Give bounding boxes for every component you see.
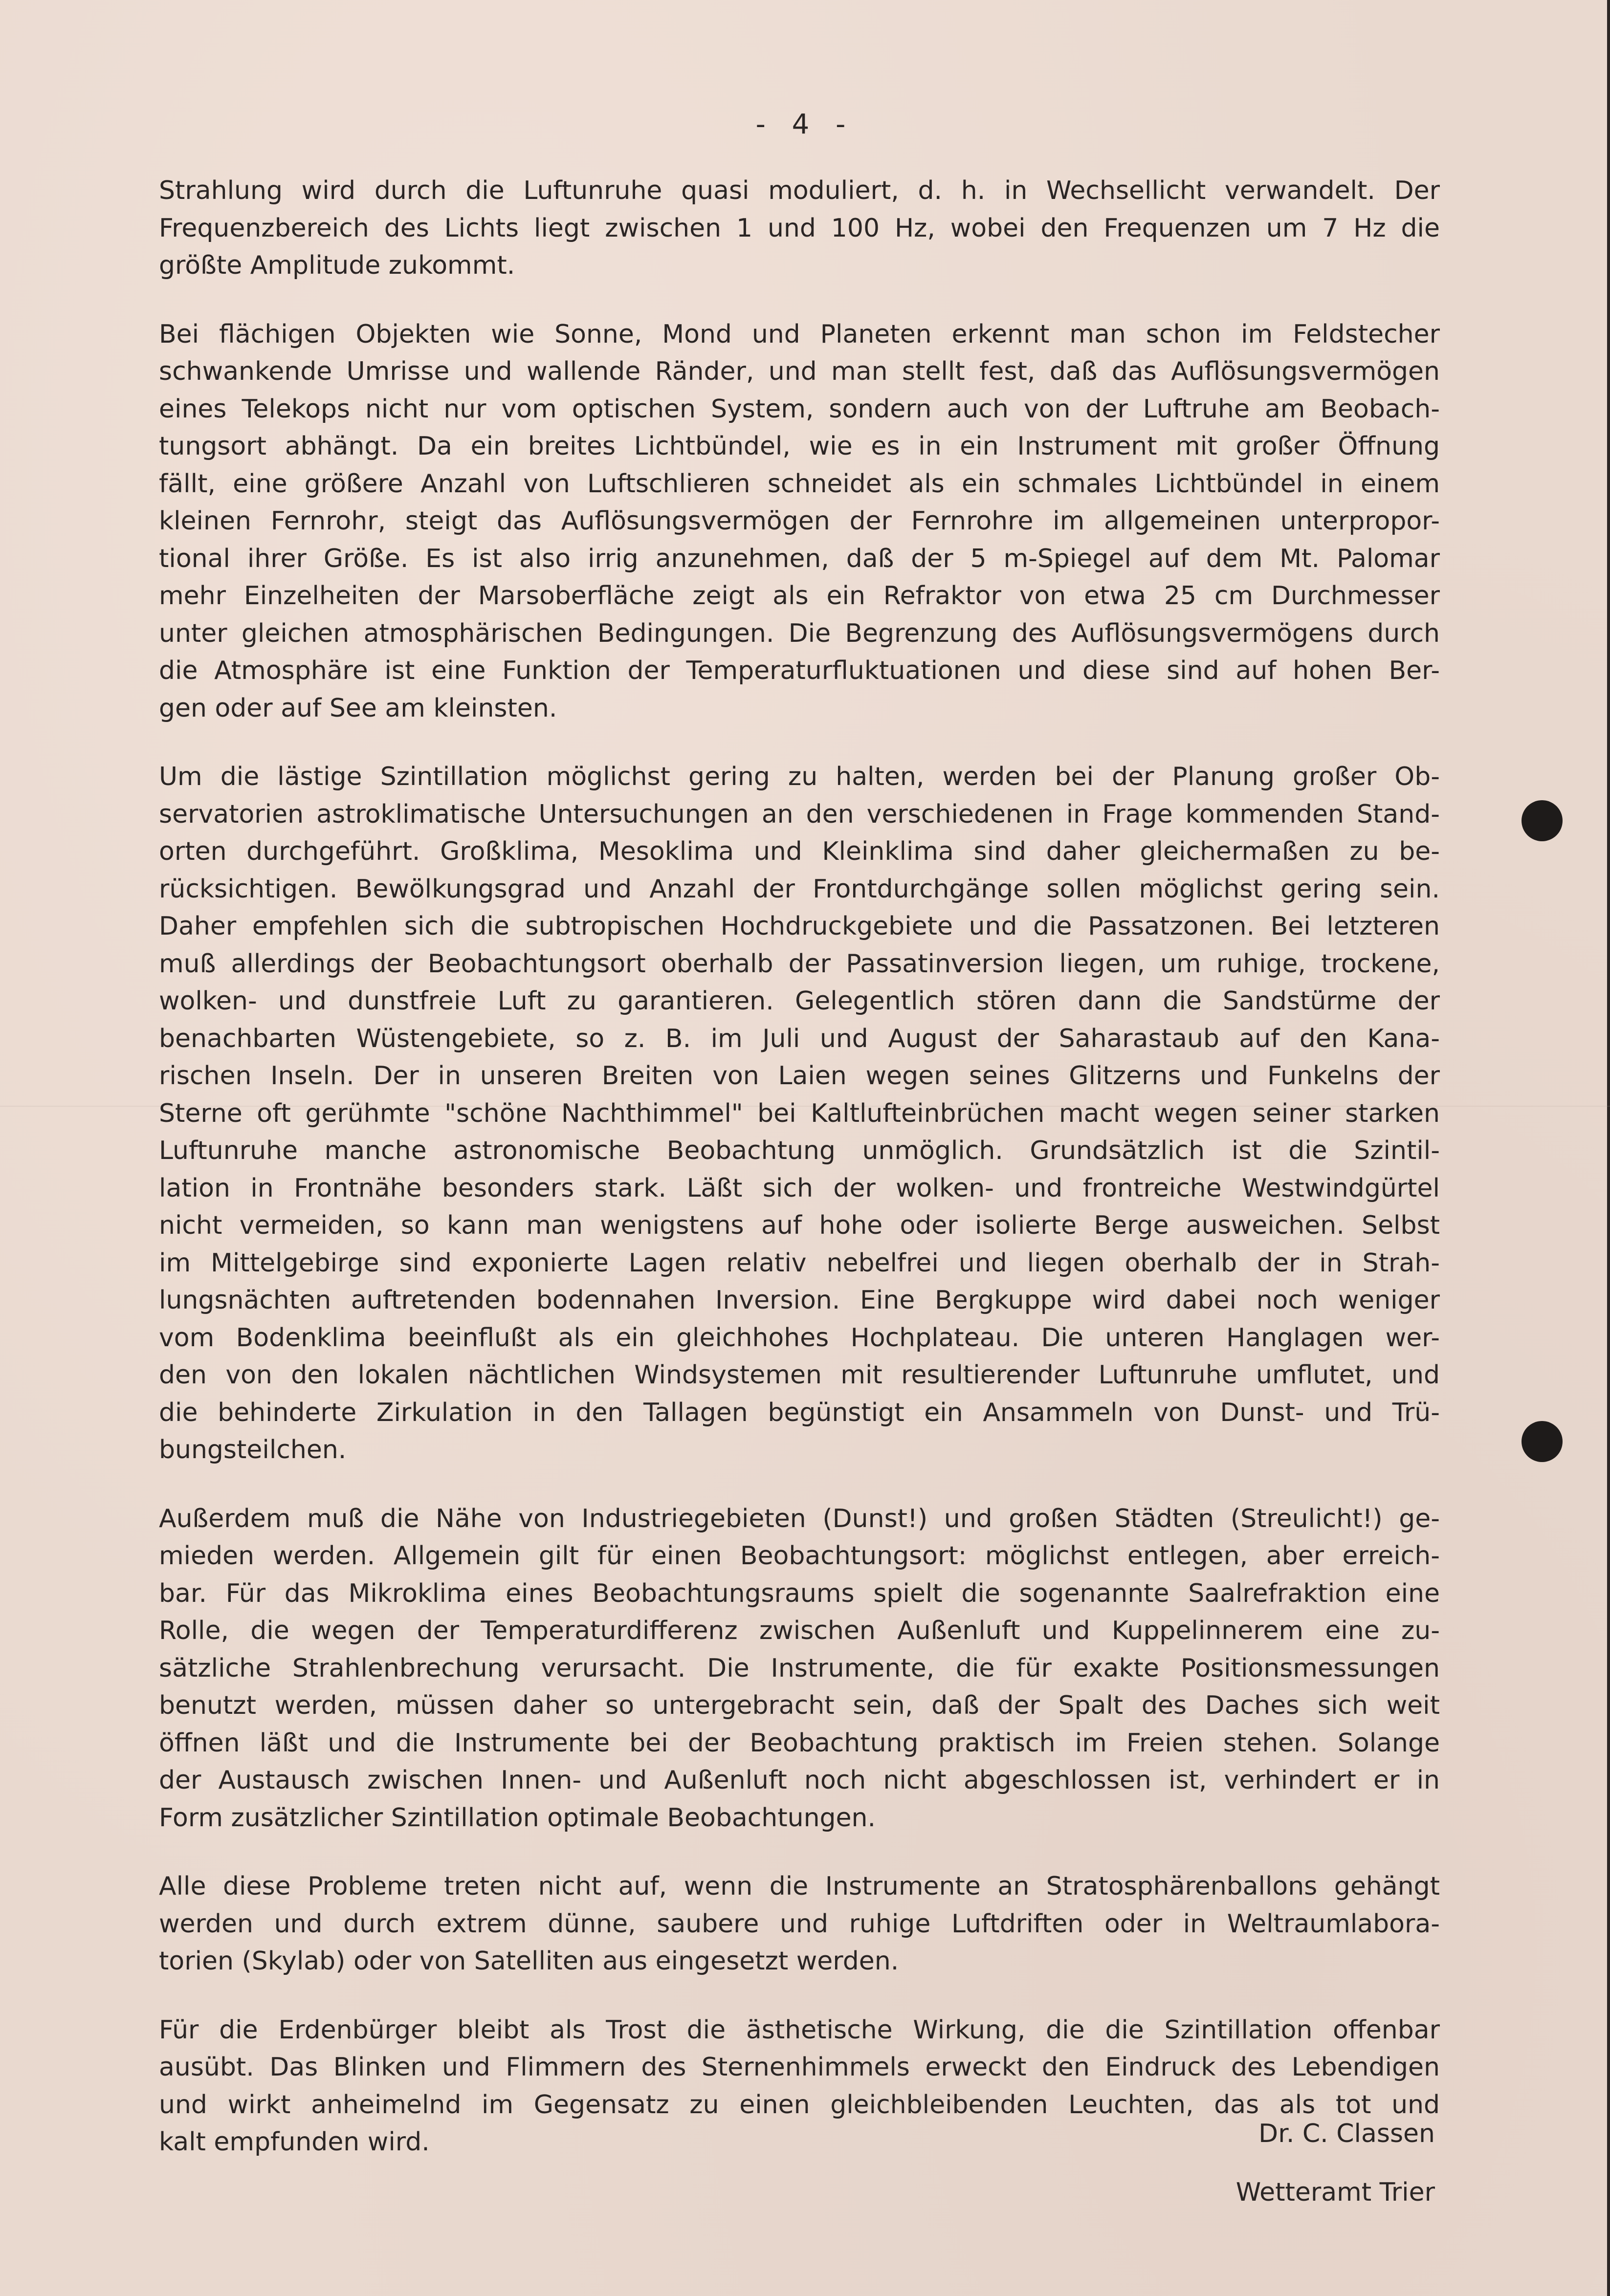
text-line: Außerdem muß die Nähe von Industriegebieten (Dunst!) und großen Städten (Streulicht!) ge- <box>159 1504 1440 1533</box>
text-line: größte Amplitude zukommt. <box>159 251 515 280</box>
text-line: muß allerdings der Beobachtungsort oberhalb der Passatinversion liegen, um ruhige, trockene, <box>159 949 1440 979</box>
text-line: Rolle, die wegen der Temperaturdifferenz zwischen Außenluft und Kuppelinnerem eine zu- <box>159 1616 1440 1645</box>
text-line: Frequenzbereich des Lichts liegt zwischen 1 und 100 Hz, wobei den Frequenzen um 7 Hz die <box>159 213 1440 243</box>
paragraph <box>159 1500 1440 1837</box>
text-line: schwankende Umrisse und wallende Ränder, und man stellt fest, daß das Auflösungsvermögen <box>159 357 1440 386</box>
text-line: Luftunruhe manche astronomische Beobachtung unmöglich. Grundsätzlich ist die Szintil- <box>159 1136 1440 1165</box>
text-line: und wirkt anheimelnd im Gegensatz zu einen gleichbleibenden Leuchten, das als tot und <box>159 2090 1440 2120</box>
signature-office: Wetteramt Trier <box>1235 2178 1435 2207</box>
text-line: mehr Einzelheiten der Marsoberfläche zeigt als ein Refraktor von etwa 25 cm Durchmesser <box>159 581 1440 611</box>
paragraph <box>159 2012 1440 2161</box>
text-line: benutzt werden, müssen daher so untergebracht sein, daß der Spalt des Daches sich weit <box>159 1691 1440 1720</box>
text-line: kleinen Fernrohr, steigt das Auflösungsvermögen der Fernrohre im allgemeinen unterpropor- <box>159 506 1440 536</box>
text-line: eines Telekops nicht nur vom optischen System, sondern auch von der Luftruhe am Beobach- <box>159 394 1440 424</box>
text-line: mieden werden. Allgemein gilt für einen Beobachtungsort: möglichst entlegen, aber erreich- <box>159 1541 1440 1571</box>
paragraph <box>159 316 1440 727</box>
text-line: bar. Für das Mikroklima eines Beobachtungsraums spielt die sogenannte Saalrefraktion eine <box>159 1578 1440 1608</box>
text-line: der Austausch zwischen Innen- und Außenluft noch nicht abgeschlossen ist, verhindert er in <box>159 1766 1440 1795</box>
text-line: rücksichtigen. Bewölkungsgrad und Anzahl der Frontdurchgänge sollen möglichst gering sein. <box>159 874 1440 904</box>
text-line: Form zusätzlicher Szintillation optimale Beobachtungen. <box>159 1803 876 1833</box>
text-line: Bei flächigen Objekten wie Sonne, Mond und Planeten erkennt man schon im Feldstecher <box>159 319 1440 349</box>
text-line: Alle diese Probleme treten nicht auf, wenn die Instrumente an Stratosphärenballons gehängt <box>159 1872 1440 1901</box>
text-line: lungsnächten auftretenden bodennahen Inversion. Eine Bergkuppe wird dabei noch weniger <box>159 1286 1440 1315</box>
text-line: unter gleichen atmosphärischen Bedingungen. Die Begrenzung des Auflösungsvermögens durch <box>159 618 1440 648</box>
text-line: Um die lästige Szintillation möglichst gering zu halten, werden bei der Planung großer Ob- <box>159 762 1440 791</box>
text-line: bungsteilchen. <box>159 1435 347 1465</box>
text-line: orten durchgeführt. Großklima, Mesoklima und Kleinklima sind daher gleichermaßen zu be- <box>159 837 1440 866</box>
text-line: rischen Inseln. Der in unseren Breiten von Laien wegen seines Glitzerns und Funkelns der <box>159 1061 1440 1091</box>
text-line: Strahlung wird durch die Luftunruhe quasi moduliert, d. h. in Wechsellicht verwandelt. Der <box>159 176 1440 205</box>
text-line: tungsort abhängt. Da ein breites Lichtbündel, wie es in ein Instrument mit großer Öffnung <box>159 432 1440 461</box>
text-line: Sterne oft gerühmte "schöne Nachthimmel" bei Kaltlufteinbrüchen macht wegen seiner starken <box>159 1098 1440 1128</box>
text-line: ausübt. Das Blinken und Flimmern des Sternenhimmels erweckt den Eindruck des Lebendigen <box>159 2053 1440 2082</box>
text-line: vom Bodenklima beeinflußt als ein gleichhohes Hochplateau. Die unteren Hanglagen wer- <box>159 1323 1440 1353</box>
text-line: Daher empfehlen sich die subtropischen Hochdruckgebiete und die Passatzonen. Bei letzteren <box>159 912 1440 941</box>
text-line: tional ihrer Größe. Es ist also irrig anzunehmen, daß der 5 m-Spiegel auf dem Mt. Palomar <box>159 544 1440 573</box>
text-line: fällt, eine größere Anzahl von Luftschlieren schneidet als ein schmales Lichtbündel in einem <box>159 469 1440 499</box>
paragraph <box>159 758 1440 1469</box>
text-line: Für die Erdenbürger bleibt als Trost die ästhetische Wirkung, die die Szintillation offenbar <box>159 2015 1440 2045</box>
text-line: torien (Skylab) oder von Satelliten aus eingesetzt werden. <box>159 1946 899 1976</box>
body-text <box>159 172 1440 2192</box>
text-line: im Mittelgebirge sind exponierte Lagen relativ nebelfrei und liegen oberhalb der in Strah- <box>159 1248 1440 1278</box>
text-line: lation in Frontnähe besonders stark. Läßt sich der wolken- und frontreiche Westwindgürtel <box>159 1173 1440 1203</box>
text-line: kalt empfunden wird. <box>159 2127 430 2157</box>
paragraph <box>159 172 1440 284</box>
text-line: die Atmosphäre ist eine Funktion der Temperaturfluktuationen und diese sind auf hohen Ber- <box>159 656 1440 685</box>
paragraph <box>159 1868 1440 1980</box>
text-line: gen oder auf See am kleinsten. <box>159 693 557 723</box>
text-line: benachbarten Wüstengebiete, so z. B. im Juli und August der Saharastaub auf den Kana- <box>159 1024 1440 1053</box>
text-line: den von den lokalen nächtlichen Windsystemen mit resultierender Luftunruhe umflutet, und <box>159 1360 1440 1390</box>
text-line: werden und durch extrem dünne, saubere und ruhige Luftdriften oder in Weltraumlabora- <box>159 1909 1440 1939</box>
text-line: sätzliche Strahlenbrechung verursacht. Die Instrumente, die für exakte Positionsmessungen <box>159 1653 1440 1683</box>
text-line: nicht vermeiden, so kann man wenigstens auf hohe oder isolierte Berge ausweichen. Selbst <box>159 1211 1440 1240</box>
page-number: - 4 - <box>755 109 855 140</box>
text-line: die behinderte Zirkulation in den Tallagen begünstigt ein Ansammeln von Dunst- und Trü- <box>159 1398 1440 1427</box>
punch-hole-top <box>1522 800 1563 841</box>
punch-hole-bottom <box>1522 1421 1563 1462</box>
text-line: servatorien astroklimatische Untersuchungen an den verschiedenen in Frage kommenden Stand- <box>159 799 1440 829</box>
signature-name: Dr. C. Classen <box>1258 2119 1435 2148</box>
text-line: wolken- und dunstfreie Luft zu garantieren. Gelegentlich stören dann die Sandstürme der <box>159 986 1440 1016</box>
text-line: öffnen läßt und die Instrumente bei der Beobachtung praktisch im Freien stehen. Solange <box>159 1728 1440 1758</box>
